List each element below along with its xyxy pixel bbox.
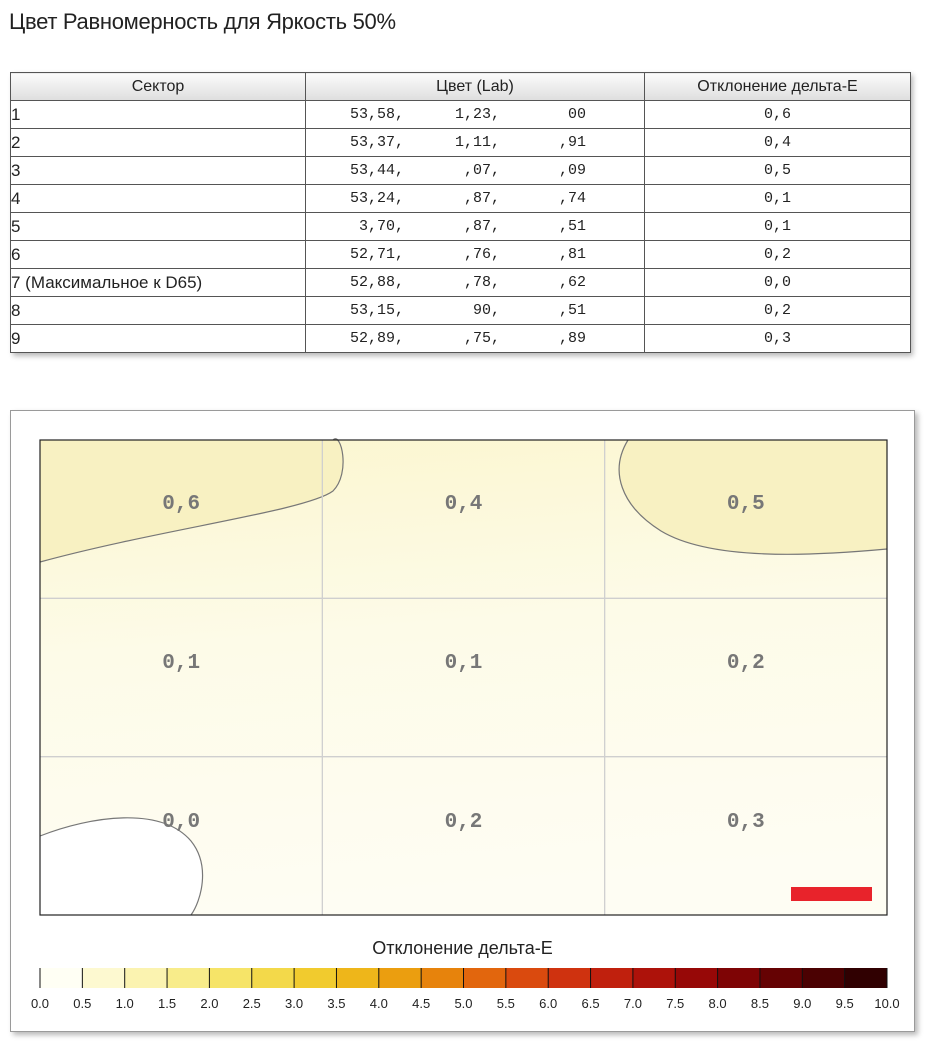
color-scale-tick-label: 4.0 — [369, 996, 388, 1011]
color-scale-segment — [336, 968, 379, 988]
uniformity-table-container — [10, 72, 910, 353]
lab-l-value: 53,37, — [349, 134, 404, 151]
color-scale-segment — [591, 968, 634, 988]
lab-l-value: 52,88, — [349, 274, 404, 291]
sector-cell: 3 — [11, 157, 306, 185]
lab-a-value: ,76, — [463, 246, 500, 263]
lab-cell — [306, 269, 645, 297]
delta-e-cell: 0,1 — [645, 185, 911, 213]
color-scale-tick-label: 1.0 — [115, 996, 134, 1011]
uniformity-heatmap-panel — [10, 410, 915, 1032]
color-scale-tick-label: 3.0 — [285, 996, 304, 1011]
uniformity-table — [10, 72, 911, 353]
color-scale-tick-label: 4.5 — [412, 996, 431, 1011]
color-scale-tick-label: 3.5 — [327, 996, 346, 1011]
sector-cell: 1 — [11, 101, 306, 129]
header-color-lab: Цвет (Lab) — [306, 73, 645, 101]
color-scale-tick-label: 2.0 — [200, 996, 219, 1011]
sector-value-label: 0,6 — [162, 493, 201, 516]
sector-cell: 5 — [11, 213, 306, 241]
lab-b-value: ,91 — [558, 134, 586, 151]
lab-b-value: ,09 — [558, 162, 586, 179]
delta-e-cell: 0,1 — [645, 213, 911, 241]
color-scale-segment — [506, 968, 549, 988]
lab-cell — [306, 325, 645, 353]
color-scale-segment — [718, 968, 761, 988]
sector-value-label: 0,3 — [726, 811, 765, 834]
color-scale-segment — [40, 968, 83, 988]
lab-l-value: 52,71, — [349, 246, 404, 263]
color-scale-title: Отклонение дельта-E — [372, 938, 553, 958]
sector-cell: 8 — [11, 297, 306, 325]
lab-l-value: 53,24, — [349, 190, 404, 207]
color-scale-tick-label: 0.0 — [30, 996, 50, 1011]
sector-value-label: 0,2 — [726, 652, 765, 675]
page-title: Цвет Равномерность для Яркость 50% — [9, 9, 396, 34]
color-scale-tick-label: 1.5 — [158, 996, 177, 1011]
table-row — [11, 101, 911, 129]
lab-a-value: ,07, — [463, 162, 500, 179]
lab-l-value: 3,70, — [358, 218, 404, 235]
lab-b-value: ,51 — [558, 218, 586, 235]
lab-b-value: ,89 — [558, 330, 586, 347]
color-scale-tick-label: 0.5 — [73, 996, 92, 1011]
lab-b-value: 00 — [567, 106, 586, 123]
delta-e-cell: 0,4 — [645, 129, 911, 157]
table-row — [11, 297, 911, 325]
sector-cell: 2 — [11, 129, 306, 157]
color-scale-segment — [760, 968, 803, 988]
lab-cell — [306, 129, 645, 157]
color-scale-segment — [675, 968, 718, 988]
color-scale-tick-label: 6.5 — [581, 996, 600, 1011]
lab-b-value: ,62 — [558, 274, 586, 291]
color-scale-segment — [379, 968, 422, 988]
color-scale-segment — [802, 968, 845, 988]
lab-l-value: 53,15, — [349, 302, 404, 319]
color-scale-segment — [167, 968, 210, 988]
lab-a-value: ,75, — [463, 330, 500, 347]
sector-value-label: 0,0 — [162, 811, 201, 834]
color-scale-tick-label: 8.5 — [750, 996, 769, 1011]
table-row — [11, 269, 911, 297]
color-scale-segment — [82, 968, 125, 988]
color-scale-segment — [125, 968, 168, 988]
color-scale-tick-label: 9.0 — [793, 996, 812, 1011]
table-body — [11, 101, 911, 353]
delta-e-cell: 0,2 — [645, 297, 911, 325]
table-row — [11, 185, 911, 213]
header-sector: Сектор — [11, 73, 306, 101]
delta-e-cell: 0,2 — [645, 241, 911, 269]
table-row — [11, 129, 911, 157]
red-marker — [791, 887, 872, 901]
lab-a-value: ,87, — [463, 190, 500, 207]
color-scale-tick-label: 7.5 — [666, 996, 685, 1011]
lab-a-value: ,78, — [463, 274, 500, 291]
sector-cell: 7 (Максимальное к D65) — [11, 269, 306, 297]
table-row — [11, 241, 911, 269]
color-scale-tick-label: 5.5 — [496, 996, 515, 1011]
sector-cell: 6 — [11, 241, 306, 269]
lab-cell — [306, 241, 645, 269]
lab-a-value: ,87, — [463, 218, 500, 235]
table-row — [11, 213, 911, 241]
color-scale-tick-label: 6.0 — [539, 996, 558, 1011]
table-header-row — [11, 73, 911, 101]
header-delta-e: Отклонение дельта-E — [645, 73, 911, 101]
color-scale-segment — [252, 968, 295, 988]
lab-a-value: 90, — [472, 302, 500, 319]
lab-cell — [306, 185, 645, 213]
table-row — [11, 157, 911, 185]
sector-cell: 9 — [11, 325, 306, 353]
sector-value-label: 0,5 — [726, 493, 765, 516]
color-scale-segment — [209, 968, 252, 988]
sector-value-label: 0,1 — [162, 652, 201, 675]
color-scale-segment — [294, 968, 337, 988]
lab-l-value: 53,58, — [349, 106, 404, 123]
delta-e-cell: 0,3 — [645, 325, 911, 353]
table-row — [11, 325, 911, 353]
color-scale-tick-label: 8.0 — [708, 996, 727, 1011]
lab-l-value: 53,44, — [349, 162, 404, 179]
color-scale-tick-label: 5.0 — [454, 996, 473, 1011]
lab-b-value: ,74 — [558, 190, 586, 207]
color-scale-tick-label: 2.5 — [242, 996, 261, 1011]
color-scale-segment — [464, 968, 507, 988]
delta-e-cell: 0,6 — [645, 101, 911, 129]
lab-a-value: 1,23, — [454, 106, 500, 123]
color-scale-segment — [845, 968, 888, 988]
lab-b-value: ,51 — [558, 302, 586, 319]
lab-l-value: 52,89, — [349, 330, 404, 347]
lab-b-value: ,81 — [558, 246, 586, 263]
color-scale-tick-label: 7.0 — [623, 996, 642, 1011]
color-scale-segment — [548, 968, 591, 988]
lab-cell — [306, 297, 645, 325]
lab-cell — [306, 213, 645, 241]
lab-cell — [306, 101, 645, 129]
delta-e-cell: 0,5 — [645, 157, 911, 185]
sector-cell: 4 — [11, 185, 306, 213]
sector-value-label: 0,1 — [444, 652, 483, 675]
color-scale-tick-label: 9.5 — [835, 996, 854, 1011]
color-scale-segment — [633, 968, 676, 988]
lab-cell — [306, 157, 645, 185]
sector-value-label: 0,4 — [444, 493, 483, 516]
delta-e-cell: 0,0 — [645, 269, 911, 297]
color-scale-segment — [421, 968, 464, 988]
lab-a-value: 1,11, — [454, 134, 500, 151]
sector-value-label: 0,2 — [444, 811, 483, 834]
color-scale-tick-label: 10.0 — [874, 996, 900, 1011]
